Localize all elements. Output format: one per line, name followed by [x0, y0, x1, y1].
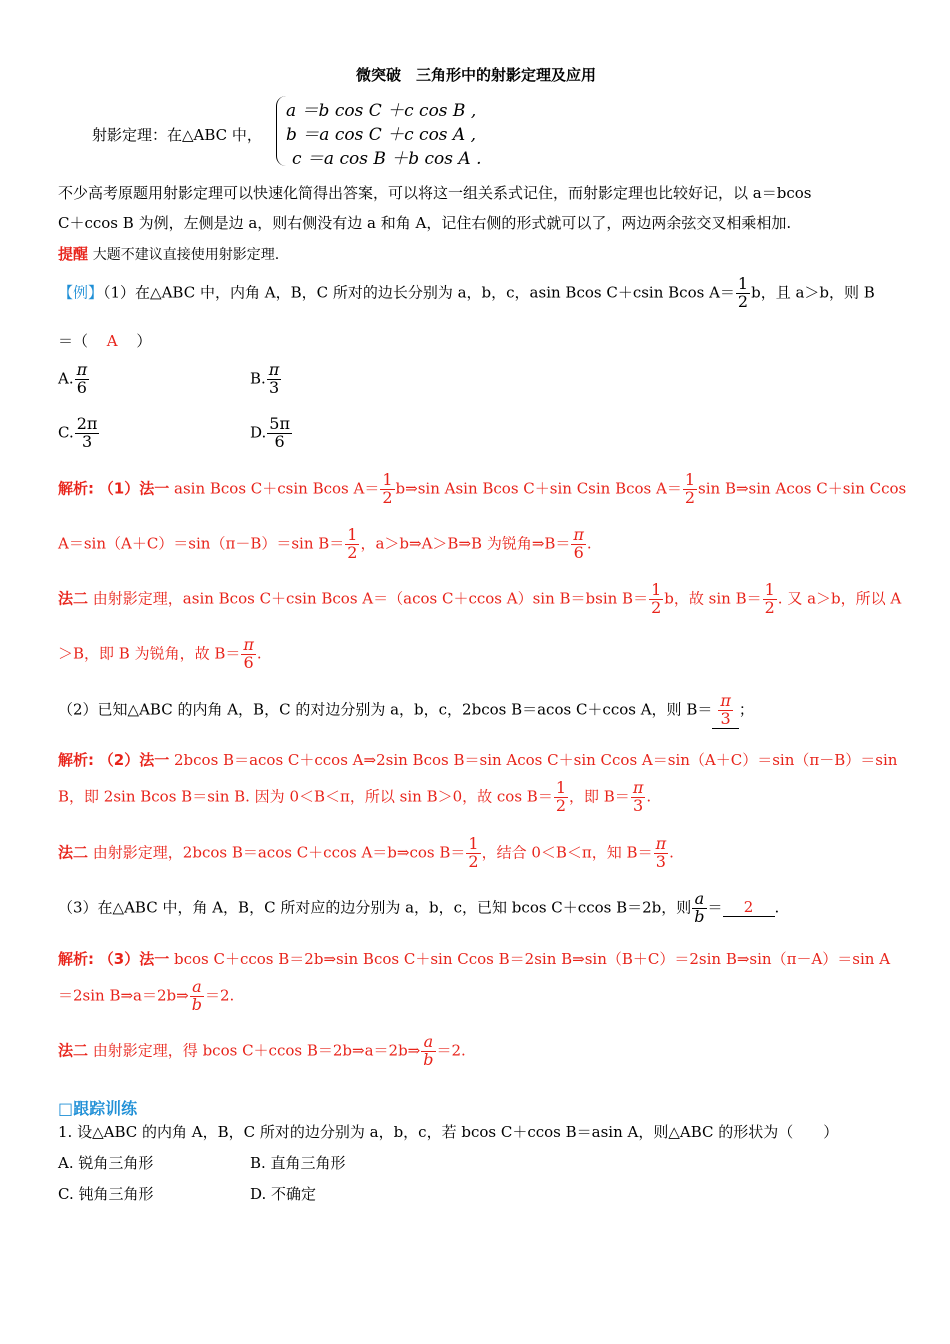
hint-text: 大题不建议直接使用射影定理. — [92, 247, 280, 263]
solution-2-line-2: B，即 2sin Bcos B＝sin B. 因为 0＜B＜π，所以 sin B＞0，故 cos B＝ $\frac{1}{2}$ ，即 B＝ $\frac{\pi}{3}$ . — [58, 778, 652, 815]
practice-option-b: B. 直角三角形 — [250, 1154, 346, 1172]
example-q1-line-1 — [58, 276, 875, 311]
solution-3-line-1: 解析: （3）法一 bcos C＋ccos B＝2b⇒sin Bcos C＋sin Ccos B＝2sin B⇒sin（B＋C）＝2sin B⇒sin（π－A）＝sin A — [58, 950, 891, 968]
practice-option-a: A. 锐角三角形 — [58, 1154, 154, 1172]
practice-q1: 1. 设△ABC 的内角 A，B，C 所对的边分别为 a，b，c，若 bcos C＋ccos B＝asin A，则△ABC 的形状为（ ） — [58, 1123, 839, 1141]
theorem-label: 射影定理：在△ABC 中， — [92, 126, 262, 144]
practice-section-title: □跟踪训练 — [58, 1099, 138, 1118]
solution-2-line-1: 解析: （2）法一 2bcos B＝acos C＋ccos A⇒2sin Bcos B＝sin Acos C＋sin Ccos A＝sin（A＋C）＝sin（π－B）＝sin — [58, 751, 898, 769]
example-q2: （2）已知△ABC 的内角 A，B，C 的对边分别为 a，b，c，2bcos B＝acos C＋ccos A，则 B＝ $\frac{\pi}{3}$ ； — [58, 691, 754, 728]
example-tag: 【例】 — [58, 283, 104, 302]
practice-option-c: C. 钝角三角形 — [58, 1185, 154, 1203]
theorem-eq-1: a ＝b cos C ＋c cos B , — [286, 101, 477, 121]
solution-3-method-2: 法二 由射影定理，得 bcos C＋ccos B＝2b⇒a＝2b⇒ $\frac{a}{b}$ ＝2. — [58, 1032, 466, 1069]
solution-1-line-1: 解析: （1）法一 asin Bcos C＋csin Bcos A＝ $\frac{1}{2}$ b⇒sin Asin Bcos C＋sin Csin Bcos A＝ $\frac{1}{2}$ sin B⇒sin Acos C＋sin Ccos — [58, 470, 907, 507]
example-q1-line-2: ＝（ A ） — [58, 332, 152, 350]
solution-1-method-2-line-2: ＞B，即 B 为锐角，故 B＝ $\frac{\pi}{6}$ . — [58, 635, 262, 672]
q1-option-d: D. $\frac{5\pi}{6}$ — [250, 414, 290, 451]
q3-answer: 2 — [743, 898, 754, 917]
fraction-half: $\frac{1}{2}$ — [737, 274, 749, 311]
solution-1-method-2: 法二 由射影定理，asin Bcos C＋csin Bcos A＝（acos C＋ccos A）sin B＝bsin B＝ $\frac{1}{2}$ b，故 sin B＝ $\frac{1}{2}$ . 又 a＞b，所以 A — [58, 580, 902, 617]
q1-option-c: C. $\frac{2\pi}{3}$ — [58, 414, 98, 451]
example-q3: （3）在△ABC 中，角 A，B，C 所对应的边分别为 a，b，c，已知 bcos C＋ccos B＝2b，则 $\frac{a}{b}$ ＝ 2 . — [58, 889, 780, 926]
solution-1-line-2: A＝sin（A＋C）＝sin（π－B）＝sin B＝ $\frac{1}{2}$ ，a＞b⇒A＞B⇒B 为锐角⇒B＝ $\frac{\pi}{6}$ . — [58, 525, 592, 562]
theorem-eq-2: b ＝a cos C ＋c cos A , — [286, 125, 477, 145]
intro-line-2: C＋ccos B 为例，左侧是边 a，则右侧没有边 a 和角 A，记住右侧的形式就可以了，两边两余弦交叉相乘相加. — [58, 214, 792, 232]
q1-option-b: B. $\frac{\pi}{3}$ — [250, 360, 280, 397]
q1-answer: A — [106, 332, 118, 350]
theorem-eq-3: c ＝a cos B ＋b cos A . — [292, 149, 482, 169]
page-title: 微突破 三角形中的射影定理及应用 — [355, 66, 596, 84]
solution-2-method-2: 法二 由射影定理，2bcos B＝acos C＋ccos A＝b⇒cos B＝ $\frac{1}{2}$ ，结合 0＜B＜π，知 B＝ $\frac{\pi}{3}$ . — [58, 834, 674, 871]
q1-option-a: A. $\frac{\pi}{6}$ — [58, 360, 88, 397]
q1-text-b: b，且 a＞b，则 B — [751, 283, 875, 302]
intro-line-1: 不少高考原题用射影定理可以快速化简得出答案，可以将这一组关系式记住，而射影定理也比较好记，以 a＝bcos — [58, 184, 812, 202]
practice-option-d: D. 不确定 — [250, 1185, 317, 1203]
q1-text-a: （1）在△ABC 中，内角 A，B，C 所对的边长分别为 a，b，c，asin Bcos C＋csin Bcos A＝ — [103, 283, 735, 302]
hint — [58, 243, 279, 264]
solution-3-line-2: ＝2sin B⇒a＝2b⇒ $\frac{a}{b}$ ＝2. — [58, 977, 235, 1014]
hint-label: 提醒 — [58, 245, 89, 263]
